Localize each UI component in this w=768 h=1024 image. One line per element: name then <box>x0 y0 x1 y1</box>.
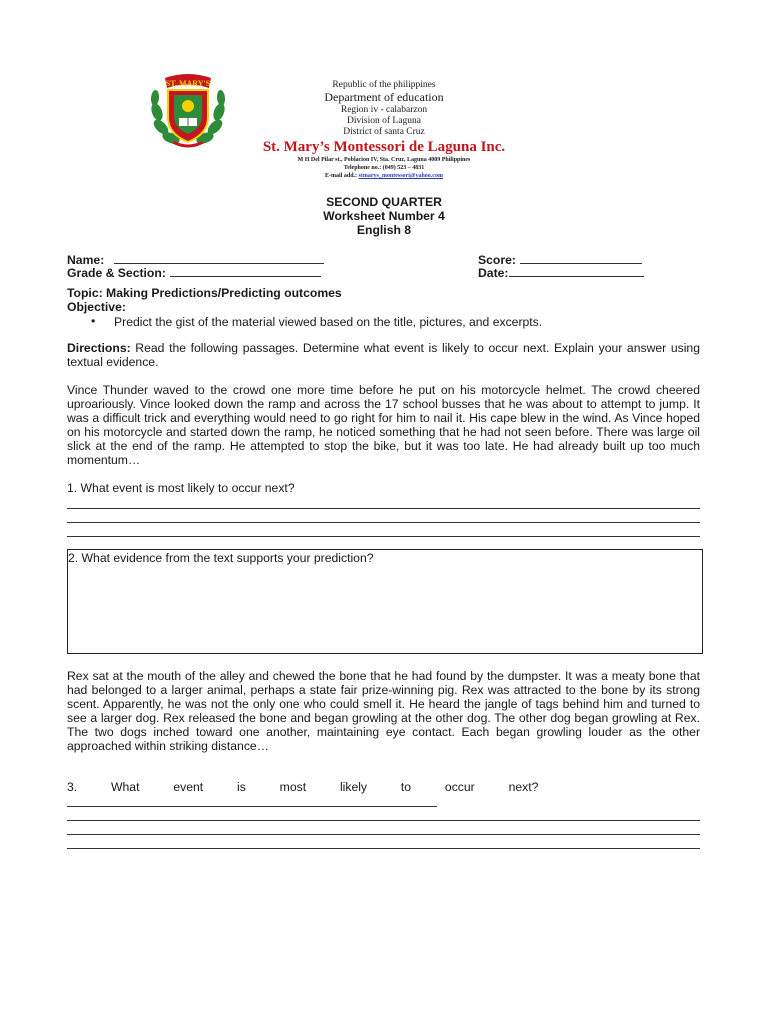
directions <box>67 341 700 369</box>
svg-text:ST. MARY'S: ST. MARY'S <box>165 79 211 88</box>
header-region: Region iv - calabarzon <box>340 105 428 115</box>
name-label: Name: <box>67 253 105 267</box>
score-blank[interactable] <box>520 252 642 264</box>
answer-line-3b[interactable] <box>67 820 700 821</box>
date-field[interactable] <box>478 265 644 280</box>
grade-section-blank[interactable] <box>170 265 321 277</box>
title-worksheet: Worksheet Number 4 <box>323 209 445 223</box>
school-address: M H Del Pilar st., Poblacion IV, Sta. Cruz, Laguna 4009 Philippines <box>297 157 471 163</box>
answer-line-3d[interactable] <box>67 848 700 849</box>
name-blank[interactable] <box>114 252 324 264</box>
objective-label: Objective: <box>67 300 126 314</box>
question-2: 2. What evidence from the text supports your prediction? <box>68 551 374 565</box>
answer-line-1b[interactable] <box>67 522 700 523</box>
school-telephone: Telephone no.: (049) 523 – 4831 <box>343 165 425 171</box>
title-subject: English 8 <box>356 223 412 237</box>
answer-line-3a[interactable] <box>67 806 437 807</box>
date-blank[interactable] <box>509 265 644 277</box>
answer-line-1a[interactable] <box>67 508 700 509</box>
passage-2-text: Rex sat at the mouth of the alley and chewed the bone that he had found by the dumpster. It was a meaty bone that had belonged to a larger animal, perhaps a state fair prize-winning pig. Rex was attracted to the bone by its strong scent. Apparently, he was not the only one who could smell it. He heard the jangle of tags behind him and turned to see a larger dog. Rex released the bone and began growling at the other dog. The other dog began growling at Rex. The two dogs inched toward one another, maintaining eye contact. Each began growling louder as the other approached within striking distance… <box>67 669 700 753</box>
answer-line-3c[interactable] <box>67 834 700 835</box>
grade-section-label: Grade & Section: <box>67 266 166 280</box>
grade-section-field[interactable] <box>67 265 321 280</box>
question-1: 1. What event is most likely to occur next? <box>67 481 295 495</box>
header-district: District of santa Cruz <box>343 127 425 137</box>
header-republic: Republic of the philippines <box>332 80 436 90</box>
email-link[interactable]: stmarys_montessori@yahoo.com <box>358 173 443 179</box>
passage-2 <box>67 669 700 753</box>
school-email-line <box>0 173 768 179</box>
answer-box-2[interactable] <box>67 549 703 654</box>
email-label: E-mail add.: <box>325 173 358 179</box>
objective-item: Predict the gist of the material viewed based on the title, pictures, and excerpts. <box>114 315 543 329</box>
school-name: St. Mary’s Montessori de Laguna Inc. <box>262 139 506 155</box>
directions-text: Read the following passages. Determine what event is likely to occur next. Explain your answer using textual evidence. <box>67 341 700 369</box>
topic: Topic: Making Predictions/Predicting outcomes <box>67 286 342 300</box>
question-3: 3. What event is most likely to occur next? <box>67 780 539 794</box>
passage-1 <box>67 383 700 467</box>
score-label: Score: <box>478 253 516 267</box>
date-label: Date: <box>478 266 509 280</box>
answer-line-1c[interactable] <box>67 536 700 537</box>
title-quarter: SECOND QUARTER <box>326 195 442 209</box>
objective-bullet: • <box>91 314 96 328</box>
directions-label: Directions: <box>67 341 131 355</box>
header-division: Division of Laguna <box>347 116 421 126</box>
passage-1-text: Vince Thunder waved to the crowd one more time before he put on his motorcycle helmet. The crowd cheered uproariously. Vince looked down the ramp and across the 17 school busses that he was about to attempt to jump. It was a difficult trick and everything would need to go right for him to nail it. His cape blew in the wind. As Vince hoped on his motorcycle and started down the ramp, he noticed something that he had not seen before. There was large oil slick at the end of the ramp. He attempted to stop the bike, but it was too late. He had already built up too much momentum… <box>67 383 700 467</box>
header-department: Department of education <box>324 90 444 104</box>
